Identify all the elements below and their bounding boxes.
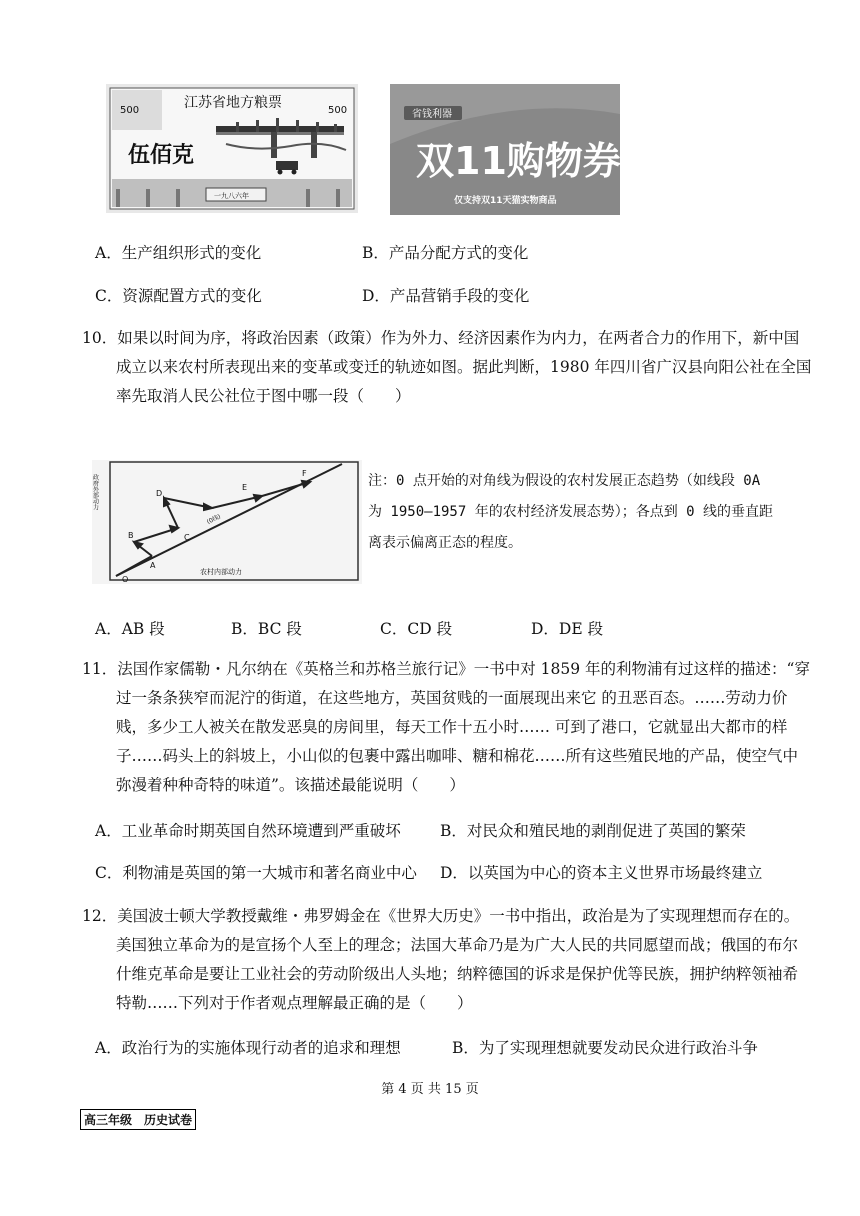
- q10-line: 率先取消人民公社位于图中哪一段（ ）: [116, 387, 411, 405]
- q10-option-b: B．BC 段: [231, 620, 302, 638]
- q10-note-line: 为 1950—1957 年的农村经济发展态势）；各点到 0 线的垂直距: [368, 504, 774, 520]
- q10-stem: [82, 324, 812, 411]
- diagram-point-c: C: [184, 533, 190, 542]
- q11-stem: [82, 655, 810, 800]
- q11-line: 过一条条狭窄而泥泞的街道，在这些地方，英国贫贱的一面展现出来它 的丑恶百态。……劳动力价: [116, 689, 788, 707]
- q11-option-a: A．工业革命时期英国自然环境遭到严重破坏: [95, 822, 401, 840]
- diagram-x-axis-label: 农村内部动力: [200, 568, 242, 576]
- q10-option-a: A．AB 段: [95, 620, 165, 638]
- q11-option-b: B．对民众和殖民地的剥削促进了英国的繁荣: [440, 822, 746, 840]
- q9-option-b: B．产品分配方式的变化: [362, 244, 529, 262]
- q9-option-a: A．生产组织形式的变化: [95, 244, 262, 262]
- diagram-point-o: O: [122, 575, 129, 584]
- q10-option-d: D．DE 段: [531, 620, 604, 638]
- q10-line: 成立以来农村所表现出来的变革或变迁的轨迹如图。据此判断，1980 年四川省广汉县向阳公社在全国: [116, 358, 812, 376]
- q12-line: 什维克革命是要让工业社会的劳动阶级出人头地；纳粹德国的诉求是保护优等民族，拥护纳粹领袖希: [116, 965, 799, 983]
- coupon-top-tag: 省钱利器: [412, 109, 452, 120]
- q11-line: 贱，多少工人被关在散发恶臭的房间里，每天工作十五小时…… 可到了港口，它就显出大都市的样: [116, 718, 788, 736]
- diagram-point-a: A: [150, 561, 156, 570]
- coupon-bottom-text: 仅支持双11天猫实物商品: [454, 196, 557, 206]
- q11-line: 11．法国作家儒勒・凡尔纳在《英格兰和苏格兰旅行记》一书中对 1859 年的利物浦有过这样的描述：“穿: [82, 660, 810, 678]
- q10-note-line: 注：0 点开始的对角线为假设的农村发展正态趋势（如线段 0A: [368, 473, 761, 489]
- shopping-coupon-image: [390, 84, 620, 215]
- q10-note: [368, 466, 808, 559]
- q12-line: 12．美国波士顿大学教授戴维・弗罗姆金在《世界大历史》一书中指出，政治是为了实现理想而存在的。: [82, 907, 800, 925]
- q10-line: 10．如果以时间为序，将政治因素（政策）作为外力、经济因素作为内力，在两者合力的作用下，新中国: [82, 329, 800, 347]
- q12-option-a: A．政治行为的实施体现行动者的追求和理想: [95, 1039, 401, 1057]
- q12-stem: [82, 902, 800, 1018]
- q11-option-d: D．以英国为中心的资本主义世界市场最终建立: [440, 864, 763, 882]
- page-number: 第 4 页 共 15 页: [381, 1082, 479, 1097]
- diagram-point-f: F: [302, 469, 307, 478]
- q12-option-b: B．为了实现理想就要发动民众进行政治斗争: [452, 1039, 758, 1057]
- q9-option-d: D．产品营销手段的变化: [362, 287, 530, 305]
- q11-option-c: C．利物浦是英国的第一大城市和著名商业中心: [95, 864, 417, 882]
- ticket-title: 江苏省地方粮票: [184, 95, 282, 111]
- q12-line: 特勒……下列对于作者观点理解最正确的是（ ）: [116, 994, 473, 1012]
- diagram-point-e: E: [242, 483, 248, 492]
- diagram-y-axis-label: 政府外部动力: [92, 474, 99, 510]
- q9-option-c: C．资源配置方式的变化: [95, 287, 262, 305]
- diagram-baseline-label: (0线): [205, 513, 222, 526]
- diagram-point-b: B: [128, 531, 134, 540]
- q10-note-line: 离表示偏离正态的程度。: [368, 535, 522, 551]
- coupon-main-text: 双11购物券: [416, 139, 620, 183]
- ticket-denom-right: 500: [328, 105, 348, 116]
- diagram-point-d: D: [156, 489, 163, 498]
- grain-ticket-image: [106, 84, 358, 213]
- ticket-denom-left: 500: [120, 105, 140, 116]
- q10-option-c: C．CD 段: [380, 620, 453, 638]
- q12-line: 美国独立革命为的是宣扬个人至上的理念；法国大革命乃是为广大人民的共同愿望而战；俄国的布尔: [116, 936, 799, 954]
- class-label: 高三年级 历史试卷: [80, 1109, 196, 1130]
- q11-line: 子……码头上的斜坡上，小山似的包裹中露出咖啡、糖和棉花……所有这些殖民地的产品，使空气中: [116, 747, 799, 765]
- ticket-year: 一九八六年: [214, 192, 249, 200]
- q11-line: 弥漫着种种奇特的味道”。该描述最能说明（ ）: [116, 776, 465, 794]
- ticket-amount: 伍佰克: [128, 142, 195, 168]
- rural-trajectory-diagram: [92, 460, 362, 584]
